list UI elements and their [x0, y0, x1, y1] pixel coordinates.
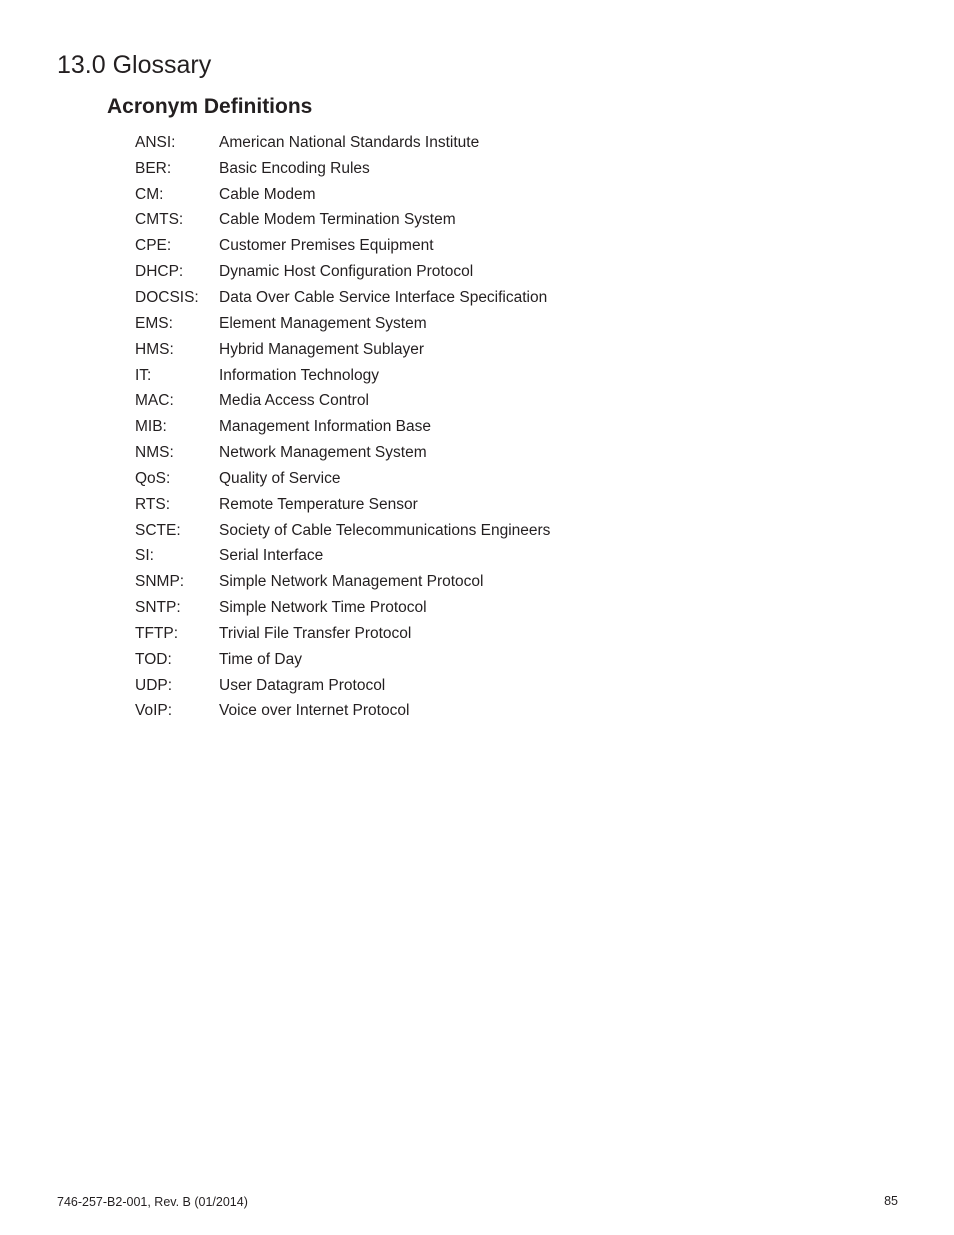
acronym-term: BER: — [135, 159, 172, 177]
acronym-row — [135, 311, 735, 337]
acronym-term: SI: — [135, 547, 154, 565]
acronym-row — [135, 647, 735, 673]
acronym-term: EMS: — [135, 314, 173, 332]
acronym-row — [135, 388, 735, 414]
acronym-term: TOD: — [135, 650, 172, 668]
acronym-definition: Management Information Base — [219, 418, 431, 436]
acronym-row — [135, 440, 735, 466]
acronym-term: CMTS: — [135, 211, 184, 229]
acronym-definition: Basic Encoding Rules — [219, 159, 370, 177]
acronym-row — [135, 673, 735, 699]
acronym-row — [135, 595, 735, 621]
acronym-term: MAC: — [135, 392, 174, 410]
acronym-term: HMS: — [135, 340, 174, 358]
acronym-definition: Society of Cable Telecommunications Engineers — [219, 521, 551, 539]
acronym-term: VoIP: — [135, 702, 173, 720]
acronym-term: DOCSIS: — [135, 288, 199, 306]
acronym-definition: Network Management System — [219, 444, 427, 462]
acronym-term: UDP: — [135, 676, 173, 694]
acronym-definition: Hybrid Management Sublayer — [219, 340, 425, 358]
acronym-definition: Voice over Internet Protocol — [219, 702, 410, 720]
acronym-row — [135, 182, 735, 208]
footer-document-id: 746-257-B2-001, Rev. B (01/2014) — [57, 1195, 248, 1209]
acronym-row — [135, 337, 735, 363]
acronym-term: SCTE: — [135, 521, 181, 539]
acronym-row — [135, 259, 735, 285]
acronym-term: CPE: — [135, 237, 172, 255]
acronym-row — [135, 466, 735, 492]
acronym-definition: Element Management System — [219, 314, 427, 332]
acronym-row — [135, 208, 735, 234]
acronym-row — [135, 233, 735, 259]
acronym-term: TFTP: — [135, 624, 179, 642]
acronym-row — [135, 569, 735, 595]
acronym-term: SNMP: — [135, 573, 185, 591]
acronym-definition: Data Over Cable Service Interface Specification — [219, 288, 548, 306]
acronym-row — [135, 130, 735, 156]
acronym-definition: Serial Interface — [219, 547, 324, 565]
acronym-row — [135, 699, 735, 725]
acronym-row — [135, 492, 735, 518]
acronym-definition: User Datagram Protocol — [219, 676, 386, 694]
page-title: 13.0 Glossary — [57, 51, 212, 79]
acronym-definition: Dynamic Host Configuration Protocol — [219, 263, 474, 281]
acronym-row — [135, 544, 735, 570]
acronym-term: RTS: — [135, 495, 171, 513]
acronym-term: DHCP: — [135, 263, 184, 281]
acronym-definition: Quality of Service — [219, 469, 341, 487]
acronym-row — [135, 414, 735, 440]
acronym-list — [135, 130, 735, 724]
acronym-row — [135, 156, 735, 182]
acronym-definition: Cable Modem Termination System — [219, 211, 456, 229]
acronym-row — [135, 518, 735, 544]
acronym-term: SNTP: — [135, 599, 181, 617]
acronym-term: MIB: — [135, 418, 167, 436]
acronym-definition: Cable Modem — [219, 185, 316, 203]
acronym-term: QoS: — [135, 469, 171, 487]
acronym-definition: Simple Network Time Protocol — [219, 599, 427, 617]
section-heading: Acronym Definitions — [107, 95, 313, 118]
acronym-row — [135, 621, 735, 647]
footer-page-number: 85 — [884, 1194, 898, 1208]
acronym-term: NMS: — [135, 444, 174, 462]
acronym-definition: Customer Premises Equipment — [219, 237, 434, 255]
acronym-term: CM: — [135, 185, 164, 203]
acronym-row — [135, 363, 735, 389]
acronym-definition: Remote Temperature Sensor — [219, 495, 418, 513]
acronym-definition: Trivial File Transfer Protocol — [219, 624, 412, 642]
acronym-definition: Information Technology — [219, 366, 379, 384]
acronym-term: ANSI: — [135, 133, 176, 151]
acronym-row — [135, 285, 735, 311]
acronym-definition: American National Standards Institute — [219, 133, 480, 151]
acronym-term: IT: — [135, 366, 152, 384]
acronym-definition: Media Access Control — [219, 392, 369, 410]
acronym-definition: Time of Day — [219, 650, 302, 668]
acronym-definition: Simple Network Management Protocol — [219, 573, 484, 591]
